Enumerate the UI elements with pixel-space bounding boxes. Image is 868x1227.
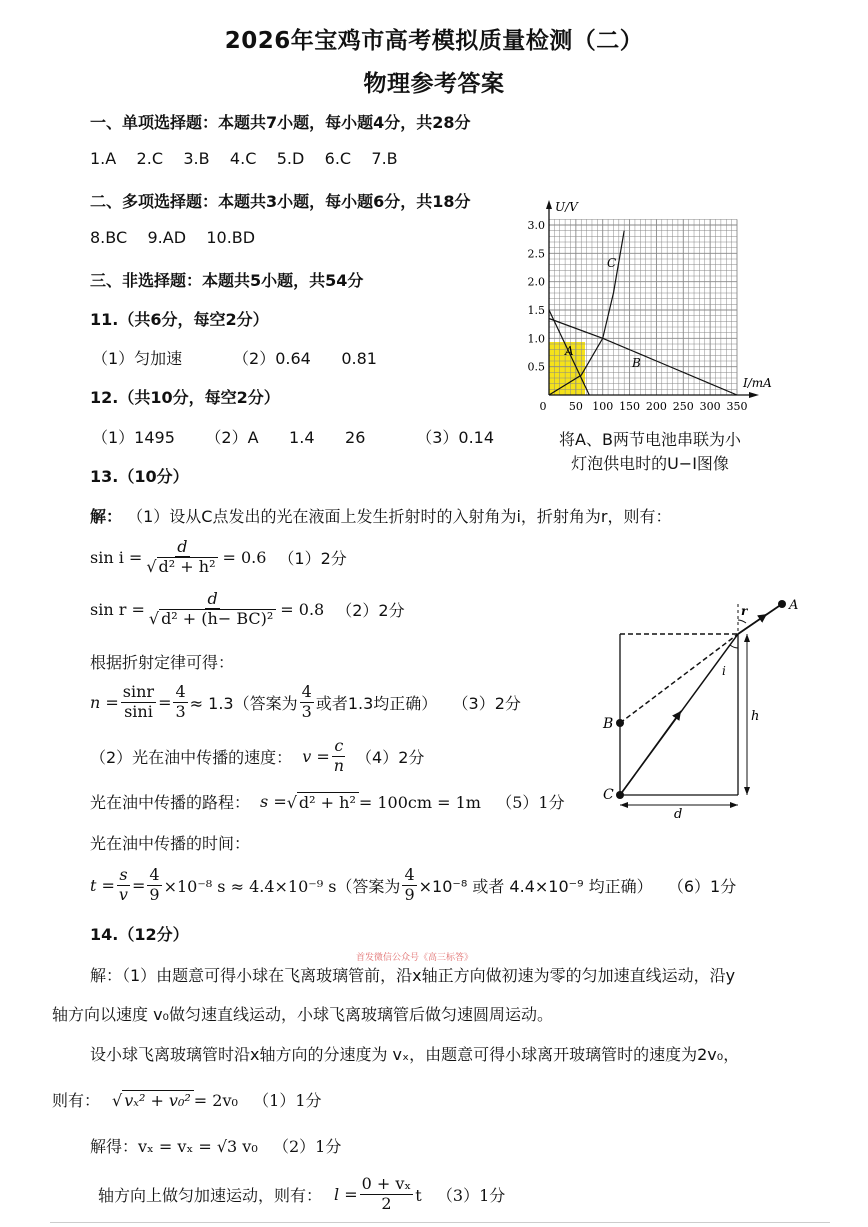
eq3-tail: 或者1.3均正确） （3）2分 bbox=[315, 693, 521, 713]
eq3-approx: ≈ 1.3（答案为 bbox=[189, 693, 298, 713]
x-tick: 0 bbox=[539, 400, 547, 413]
page-subtitle: 物理参考答案 bbox=[363, 71, 505, 97]
speed-num: c bbox=[334, 736, 344, 756]
time-d1: v bbox=[118, 884, 128, 904]
page-title: 2026年宝鸡市高考模拟质量检测（二） bbox=[224, 28, 644, 54]
eq3-num3: 4 bbox=[301, 682, 312, 702]
y-axis-label: U/V bbox=[555, 200, 578, 214]
eq2-value: = 0.8 bbox=[280, 599, 325, 619]
x-axis-label: I/mA bbox=[743, 376, 772, 390]
u-i-graph bbox=[515, 195, 785, 420]
q12-answers: （1）1495 （2）A 1.4 26 （3）0.14 bbox=[92, 428, 495, 447]
speed-lhs: v = bbox=[302, 746, 330, 766]
eq3-num2: 4 bbox=[175, 682, 186, 702]
eq2-den: d² + (h− BC)² bbox=[159, 609, 276, 628]
eq1-den: d² + h² bbox=[157, 557, 219, 576]
eq1-fraction: $\frac{d}{\text{√ d² + h²}}$ bbox=[144, 538, 220, 577]
eq1-value: = 0.6 bbox=[222, 547, 267, 567]
q14-eq3-text: 轴方向上做匀加速运动，则有： bbox=[98, 1185, 323, 1205]
q14-heading: 14.（12分） bbox=[90, 925, 189, 944]
d-arrow-right bbox=[730, 802, 738, 808]
label-b: B bbox=[603, 716, 614, 732]
y-tick: 2.5 bbox=[527, 247, 545, 261]
part2-heading: 二、多项选择题：本题共3小题，每小题6分，共18分 bbox=[90, 192, 471, 211]
q13-heading: 13.（10分） bbox=[90, 467, 189, 486]
x-tick: 200 bbox=[645, 400, 667, 413]
x-tick: 250 bbox=[672, 400, 694, 413]
eq2-num: d bbox=[207, 588, 218, 608]
graph-caption-line1: 将A、B两节电池串联为小 bbox=[559, 430, 741, 449]
watermark: 首发微信公众号《高三标答》 bbox=[356, 953, 474, 963]
q14-eq2 bbox=[90, 1134, 341, 1157]
eq1-score: （1）2分 bbox=[278, 548, 347, 568]
x-tick: 50 bbox=[568, 400, 583, 413]
q13-speed bbox=[90, 732, 424, 780]
x-tick: 150 bbox=[619, 400, 641, 413]
path-lhs: s = bbox=[260, 792, 287, 811]
x-tick: 100 bbox=[592, 400, 614, 413]
point-b bbox=[616, 719, 624, 727]
q14-eq1: 则有： √ vₓ² + v₀² = 2v₀ （1）1分 bbox=[52, 1088, 322, 1111]
x-tick: 300 bbox=[699, 400, 721, 413]
label-r: r bbox=[741, 604, 748, 618]
label-a: A bbox=[789, 598, 799, 613]
time-n2: 4 bbox=[149, 865, 160, 885]
curve-label-b: B bbox=[632, 356, 641, 370]
point-a bbox=[778, 600, 786, 608]
y-tick: 1.0 bbox=[527, 332, 545, 346]
eq3-den3: 3 bbox=[301, 701, 312, 721]
refraction-diagram bbox=[595, 592, 810, 824]
eq2-score: （2）2分 bbox=[336, 600, 405, 620]
label-h: h bbox=[751, 709, 760, 724]
h-arrow-bottom bbox=[744, 787, 750, 795]
q13-eq1 bbox=[90, 533, 347, 581]
part1-answers: 1.A 2.C 3.B 4.C 5.D 6.C 7.B bbox=[90, 149, 398, 168]
eq3-den2: 3 bbox=[175, 701, 186, 721]
q13-eq3 bbox=[90, 678, 521, 726]
ray-c-arrow bbox=[620, 711, 681, 795]
eq1-lhs: sin i = bbox=[90, 547, 143, 567]
eq3-num1: sinr bbox=[122, 682, 155, 702]
d-arrow-left bbox=[620, 802, 628, 808]
ray-from-b bbox=[620, 634, 738, 723]
q14-eq3-tail: t （3）1分 bbox=[415, 1185, 506, 1205]
speed-den: n bbox=[333, 755, 345, 775]
eq3-frac1 bbox=[121, 683, 156, 721]
h-arrow-top bbox=[744, 634, 750, 642]
y-tick: 0.5 bbox=[527, 360, 545, 374]
time-frac3 bbox=[402, 866, 416, 904]
label-c: C bbox=[603, 787, 614, 803]
time-n3: 4 bbox=[404, 865, 415, 885]
q13-path: 光在油中传播的路程： s = √ d² + h² = 100cm = 1m （5）1分 bbox=[90, 792, 565, 812]
time-lhs: t = bbox=[90, 875, 115, 895]
q14-eq3-lhs: l = bbox=[334, 1184, 358, 1204]
time-mid: ×10⁻⁸ s ≈ 4.4×10⁻⁹ s（答案为 bbox=[163, 876, 401, 896]
eq2-fraction: $\frac{d}{\text{√ d² + (h− BC)²}}$ bbox=[147, 590, 278, 629]
eq3-den1: sini bbox=[124, 701, 153, 721]
q13-intro-text: （1）设从C点发出的光在液面上发生折射时的入射角为i，折射角为r，则有： bbox=[127, 507, 672, 526]
time-d2: 9 bbox=[149, 884, 160, 904]
path-radicand: d² + h² bbox=[297, 792, 359, 812]
solution-label: 解： bbox=[90, 507, 123, 526]
eq2-lhs: sin r = bbox=[90, 599, 145, 619]
part1-heading: 一、单项选择题：本题共7小题，每小题4分，共28分 bbox=[90, 113, 471, 132]
q14-eq1-lhs: 则有： bbox=[52, 1091, 101, 1110]
q13-intro bbox=[90, 504, 672, 527]
q11-answers: （1）匀加速 （2）0.64 0.81 bbox=[92, 349, 377, 368]
eq3-frac3 bbox=[300, 683, 314, 721]
q14-eq1-radicand: vₓ² + v₀² bbox=[122, 1090, 194, 1110]
q13-time bbox=[90, 860, 736, 910]
q14-eq3-den: 2 bbox=[381, 1193, 392, 1213]
q14-p2: 设小球飞离玻璃管时沿x轴方向的分速度为 vₓ，由题意可得小球离开玻璃管时的速度为2v₀， bbox=[90, 1045, 740, 1064]
page-bottom-rule bbox=[50, 1222, 830, 1223]
refraction-law: 根据折射定律可得： bbox=[90, 653, 235, 672]
q14-eq2-body: vₓ = vₓ = √3 v₀ （2）1分 bbox=[138, 1137, 342, 1156]
q13-eq2 bbox=[90, 585, 405, 633]
speed-text: （2）光在油中传播的速度： bbox=[90, 747, 293, 767]
eq1-num: d bbox=[177, 536, 188, 556]
part2-answers: 8.BC 9.AD 10.BD bbox=[90, 228, 256, 247]
y-axis-arrow bbox=[546, 200, 552, 209]
graph-caption bbox=[520, 428, 780, 476]
y-ticks bbox=[528, 219, 546, 374]
eq3-frac2 bbox=[173, 683, 187, 721]
time-tail: ×10⁻⁸ 或者 4.4×10⁻⁹ 均正确） （6）1分 bbox=[418, 876, 737, 896]
x-axis-arrow bbox=[749, 392, 759, 398]
q14-eq3 bbox=[98, 1170, 505, 1218]
part3-heading: 三、非选择题：本题共5小题，共54分 bbox=[90, 271, 364, 290]
path-text: 光在油中传播的路程： bbox=[90, 793, 251, 812]
q11-heading: 11.（共6分，每空2分） bbox=[90, 310, 269, 329]
x-ticks bbox=[540, 400, 748, 413]
q14-eq3-fraction bbox=[360, 1175, 414, 1213]
q14-p1b: 轴方向以速度 v₀做匀速直线运动，小球飞离玻璃管后做匀速圆周运动。 bbox=[52, 1005, 553, 1024]
q14-p1a: 解：（1）由题意可得小球在飞离玻璃管前，沿x轴正方向做初速为零的匀加速直线运动，沿y bbox=[90, 966, 736, 985]
graph-caption-line2: 灯泡供电时的U−I图像 bbox=[571, 454, 729, 473]
angle-r-arc bbox=[738, 620, 746, 623]
angle-i-arc bbox=[730, 645, 738, 648]
q12-heading: 12.（共10分，每空2分） bbox=[90, 388, 280, 407]
label-i: i bbox=[722, 664, 726, 678]
time-n1: s bbox=[119, 865, 128, 885]
time-equals: = bbox=[131, 875, 146, 895]
time-d3: 9 bbox=[404, 884, 415, 904]
time-frac1 bbox=[117, 866, 130, 904]
y-tick: 1.5 bbox=[527, 304, 545, 317]
label-d: d bbox=[674, 807, 683, 822]
speed-score: （4）2分 bbox=[356, 747, 425, 767]
curve-label-a: A bbox=[565, 344, 574, 358]
eq3-lhs: n = bbox=[90, 692, 119, 712]
time-frac2 bbox=[147, 866, 161, 904]
graph-series bbox=[549, 231, 737, 395]
q14-eq3-num: 0 + vₓ bbox=[361, 1174, 412, 1194]
q14-eq1-tail: = 2v₀ （1）1分 bbox=[193, 1091, 322, 1110]
y-tick: 2.0 bbox=[527, 275, 545, 289]
curve-label-c: C bbox=[607, 256, 617, 270]
y-tick: 3.0 bbox=[527, 219, 545, 232]
speed-fraction bbox=[332, 737, 346, 775]
path-tail: = 100cm = 1m （5）1分 bbox=[358, 793, 565, 812]
x-tick: 350 bbox=[726, 400, 748, 413]
q14-eq2-lhs: 解得： bbox=[90, 1137, 139, 1156]
point-c bbox=[616, 791, 624, 799]
eq3-equals: = bbox=[158, 692, 172, 712]
time-text: 光在油中传播的时间： bbox=[90, 834, 251, 853]
